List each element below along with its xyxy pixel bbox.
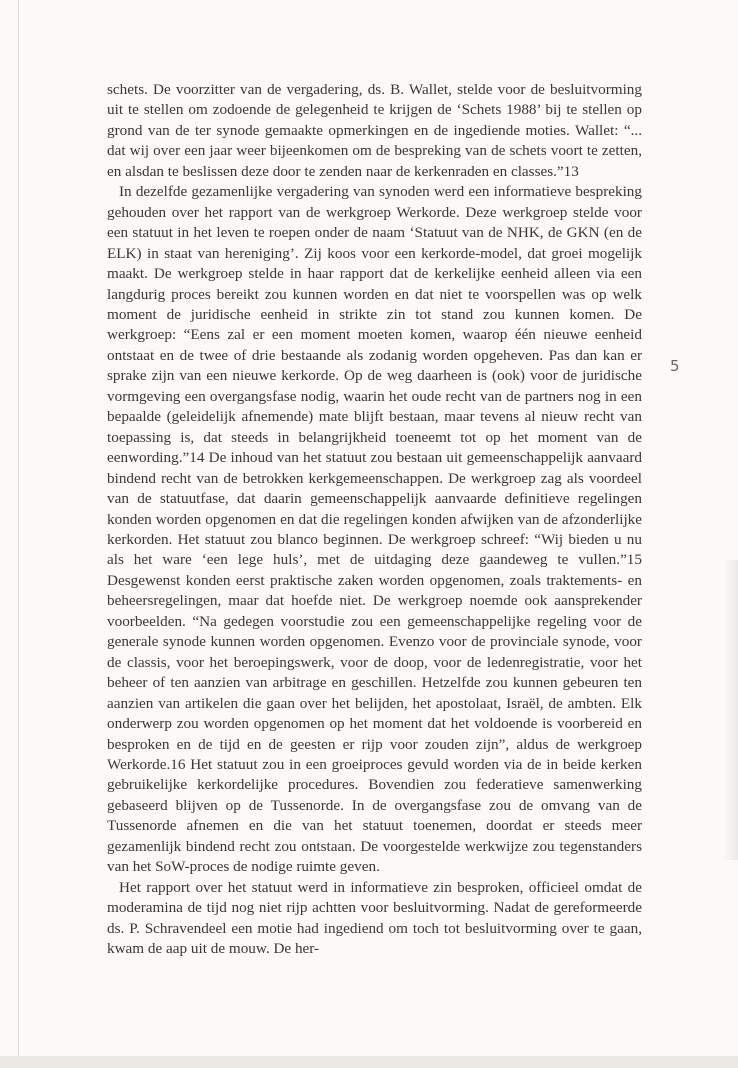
paragraph-2: In dezelfde gezamenlijke vergadering van synoden werd een informatieve bespreking gehouden over het rapport van de werkgroep Werkorde. Deze werkgroep stelde voor een statuut in het leven te roepen onder de naam ‘Statuut van de NHK, de GKN (en de ELK) in staat van hereniging’. Zij koos voor een kerkorde-model, dat groei mogelijk maakt. De werkgroep stelde in haar rapport dat de kerkelijke eenheid alleen via een langdurig proces bereikt zou kunnen worden en dat niet te voorspellen was op welk moment de juridische eenheid in strikte zin tot stand zou kunnen komen. De werkgroep: “Eens zal er een moment moeten komen, waarop één nieuwe eenheid ontstaat en de twee of drie bestaande als zodanig worden opgeheven. Pas dan kan er sprake zijn van een nieuwe kerkorde. Op de weg daarheen is (ook) voor de juridische vormgeving een overgangsfase nodig, waarin het oude recht van de partners nog in een bepaalde (geleidelijk afnemende) mate blijft bestaan, maar tevens al nieuw recht van toepassing is, dat steeds in belangrijkheid toeneemt tot op het moment van de eenwording.”14 De inhoud van het statuut zou bestaan uit gemeenschappelijk aanvaard bindend recht van de betrokken kerkgemeenschappen. De werkgroep zag als voordeel van de statuutfase, dat daarin gemeenschappelijk aanvaarde definitieve regelingen konden worden opgenomen en dat die regelingen konden afwijken van de afzonderlijke kerkorden. Het statuut zou blanco beginnen. De werkgroep schreef: “Wij bieden u nu als het ware ‘een lege huls’, met de uitdaging deze gaandeweg te vullen.”15 Desgewenst konden eerst praktische zaken worden opgenomen, zoals traktements- en beheersregelingen, maar dat hoefde niet. De werkgroep noemde ook aansprekender voorbeelden. “Na gedegen voorstudie zou een gemeenschappelijke regeling voor de generale synode kunnen worden opgenomen. Evenzo voor de provinciale synode, voor de classis, voor het beroepingswerk, voor de doop, voor de ledenregistratie, voor het beheer of ten aanzien van arbitrage en geschillen. Hetzelfde zou kunnen gebeuren ten aanzien van artikelen die gaan over het belijden, het apostolaat, Israël, de ambten. Elk onderwerp zou worden opgenomen op het moment dat het voldoende is voorbereid en besproken en de tijd en de geesten er rijp voor zouden zijn”, aldus de werkgroep Werkorde.16 Het statuut zou in een groeiproces gevuld worden via de in beide kerken gebruikelijke kerkordelijke procedures. Bovendien zou federatieve samenwerking gebaseerd blijven op de Tussenorde. In de overgangsfase zou de omvang van de Tussenorde afnemen en die van het statuut toenemen, doordat er steeds meer gezamenlijk bindend recht zou ontstaan. De voorgestelde werkwijze zou tegenstanders van het SoW-proces de nodige ruimte geven. [107,183,642,876]
page-number: 5 [670,357,680,375]
page-bottom-shadow [0,1056,738,1068]
page-edge [18,0,19,1068]
body-text [107,80,642,959]
paragraph-3: Het rapport over het statuut werd in informatieve zin besproken, officieel omdat de moderamina de tijd nog niet rijp achtten voor besluitvorming. Nadat de gereformeerde ds. P. Schravendeel een motie had ingediend om toch tot besluitvorming over te gaan, kwam de aap uit de mouw. De her- [107,878,642,958]
paragraph-1: schets. De voorzitter van de vergadering, ds. B. Wallet, stelde voor de besluitvorming uit te stellen om zodoende de gelegenheid te krijgen de ‘Schets 1988’ bij te stellen op grond van de ter synode gemaakte opmerkingen en de ingediende moties. Wallet: “... dat wij over een jaar weer bijeenkomen om de bespreking van de schets voort te zetten, en alsdan te beslissen deze door te zenden naar de kerkenraden en classes.”13 [107,81,642,180]
page-shadow [724,560,738,860]
